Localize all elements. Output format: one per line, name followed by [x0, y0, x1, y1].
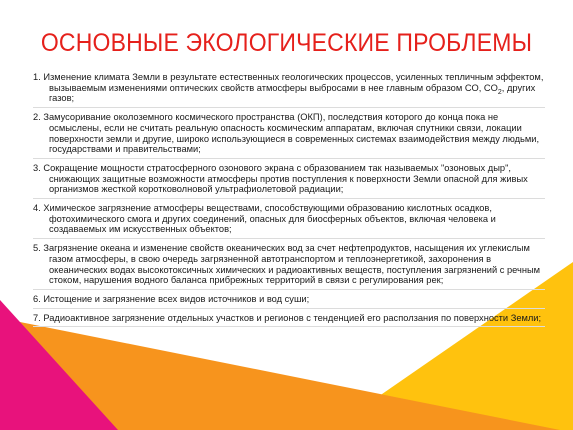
item-number: 5.: [33, 243, 41, 254]
list-item: [33, 243, 545, 290]
item-text: Загрязнение океана и изменение свойств океанических вод за счет нефтепродуктов, насыщения их углекислым газом атмосферы, в свою очередь загрязненной автотранспортом и теплоэнергетикой, захоронения в океанических водах высокотоксичных химических и радиоактивных веществ, поступления загрязнений с речным стоком, нарушения водного баланса прибрежных территорий в связи с регулирования рек;: [40, 243, 541, 286]
item-text-tail: , других газов;: [49, 82, 536, 104]
item-text: Сокращение мощности стратосферного озонового экрана с образованием так называемых "озоновых дыр", снижающих защитные возможности атмосферы против поступления к поверхности Земли опасной для живых организмов жесткой коротковолновой ультрафиолетовой радиации;: [40, 162, 528, 195]
list-item: [33, 203, 545, 239]
item-text: Радиоактивное загрязнение отдельных участков и регионов с тенденцией его расползания по поверхности Земли;: [40, 312, 542, 323]
item-text: Замусоривание околоземного космического пространства (ОКП), последствия которого до конца пока не осмыслены, если не считать реальную опасность космическим аппаратам, включая спутники связи, локации поверхности земли и другие, широко использующиеся в современных системах взаимодействия между людьми, государствами и правительствами;: [40, 112, 540, 155]
list-item: [33, 294, 545, 309]
item-text: Изменение климата Земли в результате естественных геологических процессов, усиленных тепличным эффектом, вызываемым изменениями оптических свойств атмосферы выбросами в нее главным образом CO, CO: [40, 72, 544, 93]
item-text: Химическое загрязнение атмосферы веществами, способствующими образованию кислотных осадков, фотохимического смога и других соединений, опасных для биосферных объектов, включая человека и создаваемых им искусственных объектов;: [40, 203, 496, 235]
item-number: 3.: [33, 162, 41, 173]
item-number: 7.: [33, 312, 41, 323]
item-subscript: 2: [497, 88, 502, 96]
item-number: 4.: [33, 203, 41, 214]
item-number: 1.: [33, 72, 41, 82]
item-number: 6.: [33, 293, 41, 304]
list-item: [33, 72, 545, 108]
list-item: [33, 313, 545, 328]
list-item: [33, 112, 545, 159]
slide-title: ОСНОВНЫЕ ЭКОЛОГИЧЕСКИЕ ПРОБЛЕМЫ: [40, 29, 533, 57]
list-item: [33, 163, 545, 199]
problems-list: [33, 72, 545, 331]
item-text: Истощение и загрязнение всех видов источников и вод суши;: [40, 293, 310, 304]
item-number: 2.: [33, 112, 41, 123]
